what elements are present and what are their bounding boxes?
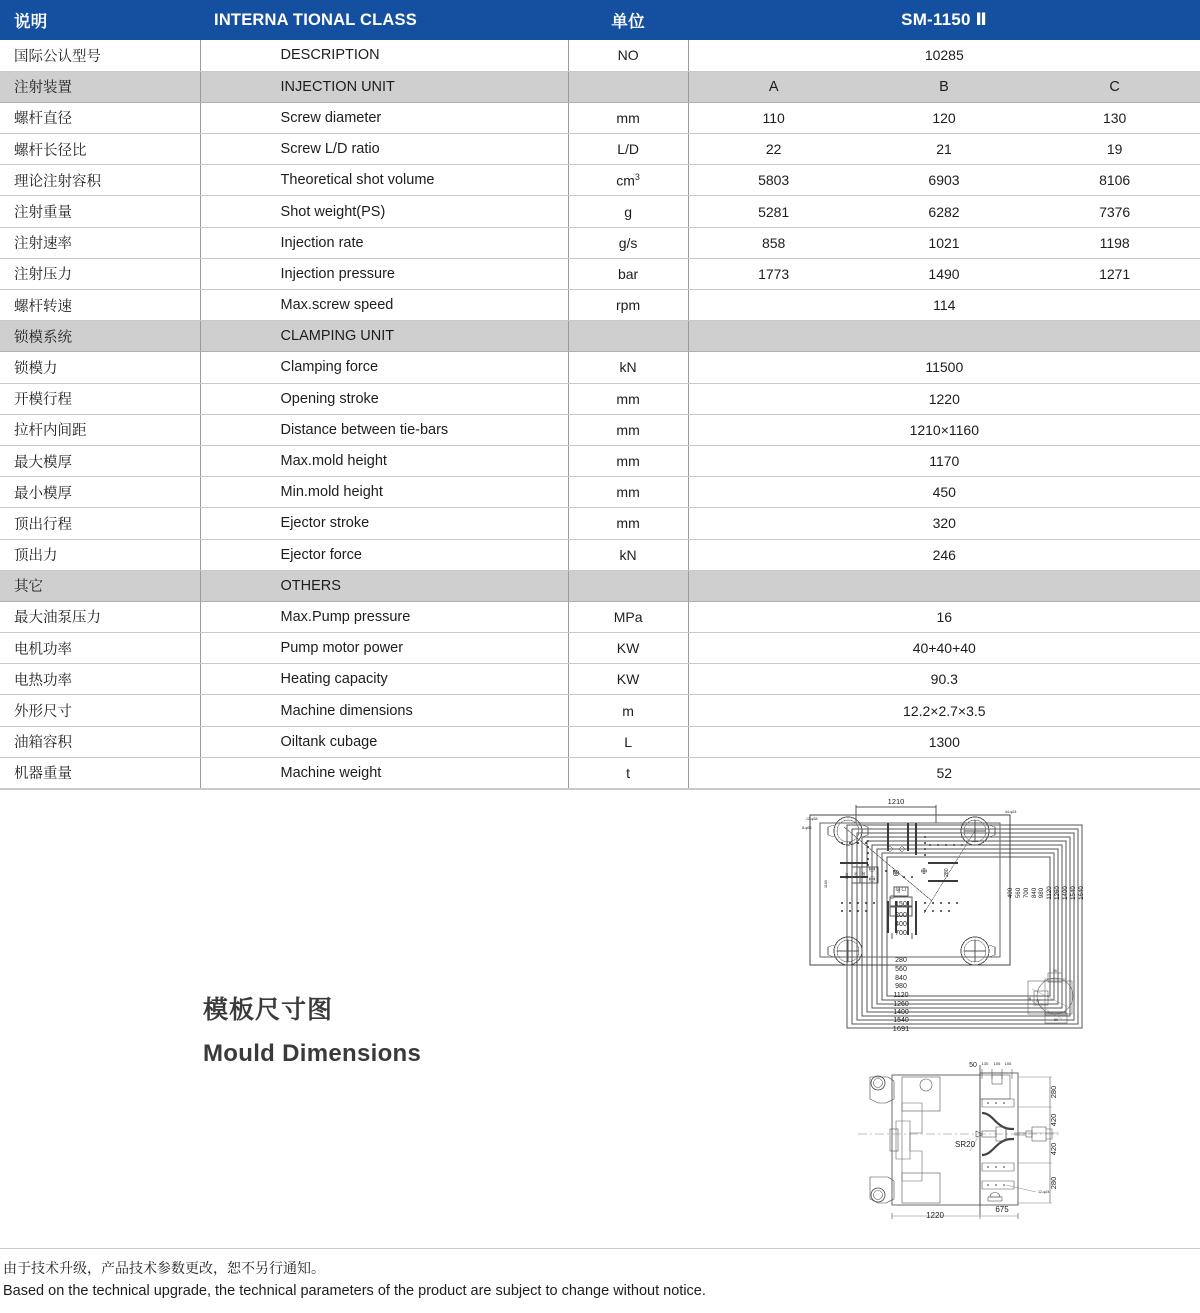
row-value-a: 858: [688, 227, 859, 258]
row-value-c: 19: [1029, 134, 1200, 165]
dim-stack-150: 150: [895, 901, 907, 908]
detail-dim-22: 22: [1036, 999, 1040, 1003]
dim-side-105b: 105: [1004, 1061, 1012, 1066]
table-row: [0, 352, 1200, 383]
row-value-b: 1490: [859, 258, 1030, 289]
dim-top-1210: 1210: [887, 797, 905, 806]
dim-side-420-upper: 420: [1049, 1113, 1058, 1127]
dim-right-840: 840: [1031, 887, 1038, 899]
row-value-c: 1271: [1029, 258, 1200, 289]
section-unit: [568, 321, 688, 352]
row-unit: mm: [568, 414, 688, 445]
dim-right-1120: 1120: [1046, 886, 1053, 900]
section-header-clamping-unit: [0, 321, 1200, 352]
table-row: [0, 134, 1200, 165]
unit-base: cm: [616, 172, 635, 189]
row-unit: KW: [568, 633, 688, 664]
section-header-injection-unit: [0, 71, 1200, 102]
row-label-cn: 螺杆长径比: [0, 134, 200, 165]
row-unit: mm: [568, 477, 688, 508]
dim-sr20: SR20: [955, 1140, 976, 1149]
table-row: [0, 196, 1200, 227]
row-label-cn: 螺杆直径: [0, 102, 200, 133]
row-unit: mm: [568, 383, 688, 414]
row-unit: g/s: [568, 227, 688, 258]
row-value-b: 1021: [859, 227, 1030, 258]
row-value-b: 6903: [859, 165, 1030, 196]
row-label-cn: 注射重量: [0, 196, 200, 227]
dim-bottom-1691: 1691: [892, 1024, 910, 1033]
dim-note-12-phi38: 12-φ38: [806, 817, 818, 821]
row-label-en: Distance between tie-bars: [200, 414, 568, 445]
detail-dim-26: 26: [1053, 969, 1057, 973]
row-value: 450: [688, 477, 1200, 508]
dim-note-8-phi55: 8-φ55: [802, 826, 812, 830]
dim-left-1160: 1160: [824, 880, 828, 888]
section-value-area: [688, 570, 1200, 601]
table-row: [0, 726, 1200, 757]
row-label-cn: 最小模厚: [0, 477, 200, 508]
dim-inner-300: 300: [845, 873, 849, 879]
row-value-b: 21: [859, 134, 1030, 165]
row-value: 1300: [688, 726, 1200, 757]
row-label-en: Pump motor power: [200, 633, 568, 664]
row-value-b: 120: [859, 102, 1030, 133]
row-label-cn: 最大油泵压力: [0, 601, 200, 632]
dim-note-44-phi24: 44-φ24: [1005, 810, 1017, 814]
row-label-en: Max.screw speed: [200, 290, 568, 321]
table-row: [0, 383, 1200, 414]
row-label-en: Machine weight: [200, 757, 568, 788]
dim-right-700: 700: [1023, 887, 1030, 899]
variant-header-b: B: [859, 71, 1030, 102]
table-row: [0, 165, 1200, 196]
row-value: 12.2×2.7×3.5: [688, 695, 1200, 726]
row-label-en: Injection pressure: [200, 258, 568, 289]
row-unit: t: [568, 757, 688, 788]
row-label-cn: 国际公认型号: [0, 40, 200, 71]
table-row: [0, 258, 1200, 289]
dim-side-50: 50: [969, 1062, 977, 1069]
row-label-en: Max.mold height: [200, 445, 568, 476]
section-label-en: OTHERS: [200, 570, 568, 601]
row-label-cn: 开模行程: [0, 383, 200, 414]
row-value: 1170: [688, 445, 1200, 476]
row-label-en: Ejector force: [200, 539, 568, 570]
row-value: 246: [688, 539, 1200, 570]
row-unit: kN: [568, 539, 688, 570]
dim-right-1260: 1260: [1054, 886, 1061, 900]
row-value: 114: [688, 290, 1200, 321]
table-row: [0, 539, 1200, 570]
row-value: 16: [688, 601, 1200, 632]
row-label-en: Oiltank cubage: [200, 726, 568, 757]
row-unit: bar: [568, 258, 688, 289]
table-row: [0, 664, 1200, 695]
row-label-en: Theoretical shot volume: [200, 165, 568, 196]
table-row: [0, 227, 1200, 258]
row-label-en: Ejector stroke: [200, 508, 568, 539]
section-label-en: CLAMPING UNIT: [200, 321, 568, 352]
detail-dim-50: 50: [1054, 1018, 1058, 1022]
row-label-cn: 注射速率: [0, 227, 200, 258]
row-label-cn: 理论注射容积: [0, 165, 200, 196]
section-header-others: [0, 570, 1200, 601]
detail-dim-36: 36: [1028, 997, 1032, 1001]
section-label-cn: 注射装置: [0, 71, 200, 102]
header-unit: 单位: [568, 0, 688, 40]
mould-dimensions-section: [0, 789, 1200, 1244]
row-label-en: Max.Pump pressure: [200, 601, 568, 632]
row-label-cn: 油箱容积: [0, 726, 200, 757]
dim-right-1640: 1640: [1078, 886, 1085, 900]
dim-right-400: 400: [1007, 887, 1014, 899]
row-value-c: 130: [1029, 102, 1200, 133]
machine-side-view-svg: [830, 1055, 1200, 1235]
dim-side-420-lower: 420: [1049, 1142, 1058, 1156]
dim-side-675: 675: [995, 1205, 1009, 1214]
row-value-a: 110: [688, 102, 859, 133]
row-unit: m: [568, 695, 688, 726]
row-unit: g: [568, 196, 688, 227]
mould-dimensions-title: [203, 990, 421, 1068]
row-unit: mm: [568, 102, 688, 133]
table-row-model: [0, 40, 1200, 71]
table-row: [0, 601, 1200, 632]
row-label-en: Heating capacity: [200, 664, 568, 695]
table-row: [0, 508, 1200, 539]
row-label-en: Opening stroke: [200, 383, 568, 414]
row-value: 11500: [688, 352, 1200, 383]
table-row: [0, 414, 1200, 445]
section-label-en: INJECTION UNIT: [200, 71, 568, 102]
dim-bottom-280: 280: [895, 957, 907, 964]
section-label-cn: 其它: [0, 570, 200, 601]
unit-exponent: 3: [634, 172, 640, 183]
dim-stack-200: 200: [895, 912, 907, 919]
disclaimer-footer: [0, 1248, 1200, 1313]
dim-bottom-1540: 1540: [893, 1017, 909, 1024]
row-label-cn: 机器重量: [0, 757, 200, 788]
row-label-cn: 锁模力: [0, 352, 200, 383]
dim-side-1220: 1220: [926, 1211, 944, 1220]
row-label-en: Screw L/D ratio: [200, 134, 568, 165]
row-value: 10285: [688, 40, 1200, 71]
row-label-en: Injection rate: [200, 227, 568, 258]
dim-bottom-840: 840: [895, 975, 907, 982]
row-value-c: 8106: [1029, 165, 1200, 196]
dim-bottom-1260: 1260: [893, 1001, 909, 1008]
header-model: SM-1150 Ⅱ: [688, 0, 1200, 40]
dim-right-1400: 1400: [1062, 886, 1069, 900]
dim-bottom-1400: 1400: [893, 1009, 909, 1016]
table-row: [0, 477, 1200, 508]
row-unit: [568, 165, 688, 196]
table-header-row: [0, 0, 1200, 40]
variant-header-a: A: [688, 71, 859, 102]
dim-note-12-phi24: 12-φ24: [1038, 1190, 1050, 1194]
dim-inner-100a: 100: [862, 871, 866, 877]
row-label-en: Screw diameter: [200, 102, 568, 133]
row-label-cn: 注射压力: [0, 258, 200, 289]
dim-side-130: 130: [981, 1061, 989, 1066]
platen-front-view-svg: [800, 793, 1200, 1058]
section-label-cn: 锁模系统: [0, 321, 200, 352]
dim-center-280: 280: [944, 868, 950, 877]
machine-side-view-drawing: [830, 1055, 1200, 1235]
header-description-cn: 说明: [0, 0, 200, 40]
table-row: [0, 695, 1200, 726]
row-label-cn: 外形尺寸: [0, 695, 200, 726]
dim-right-560: 560: [1015, 887, 1022, 899]
row-label-en: Machine dimensions: [200, 695, 568, 726]
mould-title-en: Mould Dimensions: [203, 1040, 422, 1067]
dim-inner-150: 150: [854, 871, 858, 877]
row-value-c: 1198: [1029, 227, 1200, 258]
row-value-b: 6282: [859, 196, 1030, 227]
dim-side-280-top: 280: [1049, 1085, 1058, 1099]
disclaimer-en: Based on the technical upgrade, the technical parameters of the product are subject to change without notice.: [3, 1282, 706, 1299]
mould-title-cn: 模板尺寸图: [203, 996, 334, 1024]
row-value: 320: [688, 508, 1200, 539]
section-unit: [568, 71, 688, 102]
row-label-cn: 螺杆转速: [0, 290, 200, 321]
row-value-a: 5281: [688, 196, 859, 227]
row-value: 52: [688, 757, 1200, 788]
row-unit: MPa: [568, 601, 688, 632]
row-value-a: 5803: [688, 165, 859, 196]
dim-side-280-bottom: 280: [1049, 1176, 1058, 1190]
row-unit: KW: [568, 664, 688, 695]
row-unit: L: [568, 726, 688, 757]
dim-inner-100b: 100: [897, 887, 901, 893]
row-label-en: Min.mold height: [200, 477, 568, 508]
table-row: [0, 102, 1200, 133]
row-unit: mm: [568, 445, 688, 476]
row-label-cn: 电机功率: [0, 633, 200, 664]
platen-front-view-drawing: [800, 793, 1200, 1058]
header-description-en: INTERNA TIONAL CLASS: [200, 0, 568, 40]
row-unit: mm: [568, 508, 688, 539]
dim-stack-700: 700: [895, 930, 907, 937]
row-value: 1210×1160: [688, 414, 1200, 445]
section-value-area: [688, 321, 1200, 352]
row-label-cn: 电热功率: [0, 664, 200, 695]
row-label-cn: 最大模厚: [0, 445, 200, 476]
dim-right-1540: 1540: [1070, 886, 1077, 900]
row-label-en: Shot weight(PS): [200, 196, 568, 227]
table-row: [0, 290, 1200, 321]
row-unit: L/D: [568, 134, 688, 165]
dim-stack-400: 400: [895, 921, 907, 928]
row-value: 90.3: [688, 664, 1200, 695]
row-label-cn: 拉杆内间距: [0, 414, 200, 445]
dim-right-980: 980: [1038, 887, 1045, 899]
table-row: [0, 757, 1200, 788]
section-unit: [568, 570, 688, 601]
row-value: 1220: [688, 383, 1200, 414]
dim-bottom-560: 560: [895, 966, 907, 973]
row-value: 40+40+40: [688, 633, 1200, 664]
row-label-cn: 顶出力: [0, 539, 200, 570]
row-label-en: DESCRIPTION: [200, 40, 568, 71]
row-unit: rpm: [568, 290, 688, 321]
row-value-a: 1773: [688, 258, 859, 289]
dim-side-105a: 105: [993, 1061, 1001, 1066]
table-row: [0, 445, 1200, 476]
disclaimer-cn: 由于技术升级，产品技术参数更改，恕不另行通知。: [3, 1259, 325, 1276]
row-value-c: 7376: [1029, 196, 1200, 227]
variant-header-c: C: [1029, 71, 1200, 102]
dim-bottom-980: 980: [895, 983, 907, 990]
row-unit: kN: [568, 352, 688, 383]
dim-bottom-1120: 1120: [893, 992, 909, 999]
row-label-en: Clamping force: [200, 352, 568, 383]
row-unit: NO: [568, 40, 688, 71]
row-label-cn: 顶出行程: [0, 508, 200, 539]
row-value-a: 22: [688, 134, 859, 165]
table-row: [0, 633, 1200, 664]
